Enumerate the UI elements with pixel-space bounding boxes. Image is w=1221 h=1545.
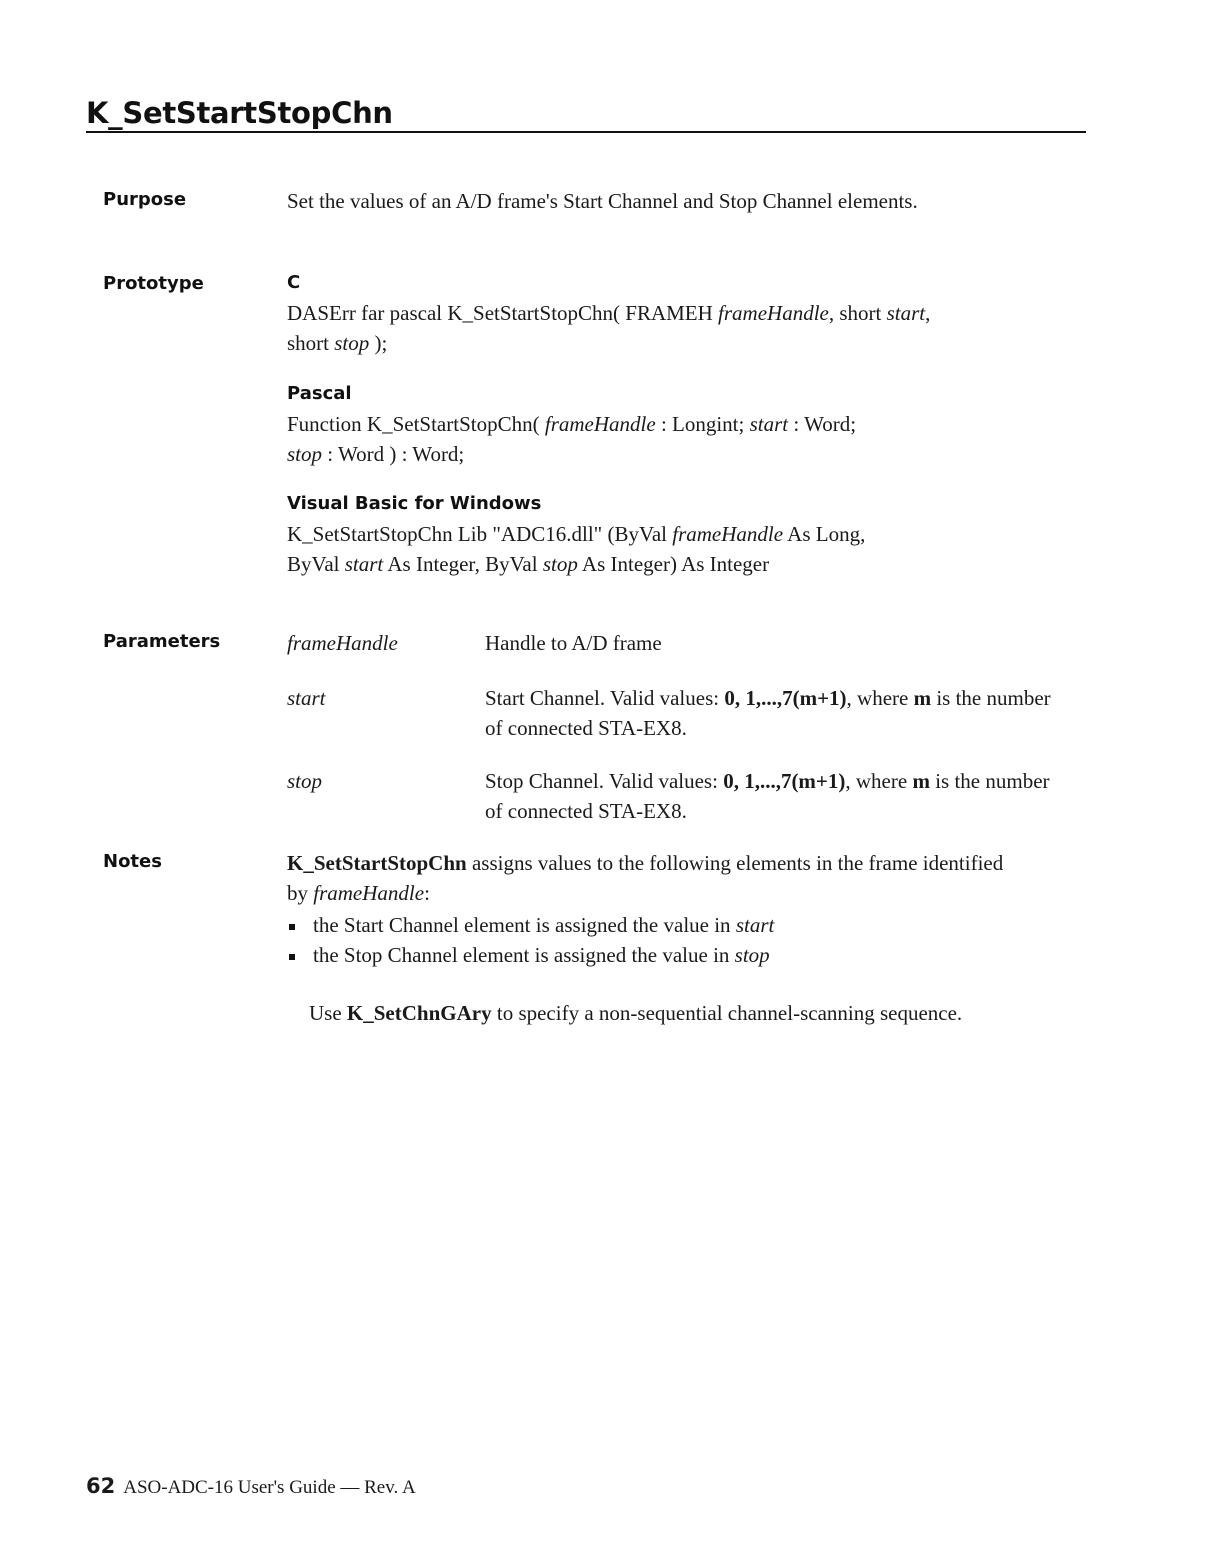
c-line-1: DASErr far pascal K_SetStartStopChn( FRAMEH frameHandle, short start, — [287, 301, 931, 325]
prototype-label: Prototype — [103, 273, 204, 294]
title-rule — [86, 131, 1086, 133]
c-heading: C — [287, 272, 301, 293]
param-name-framehandle: frameHandle — [287, 631, 398, 655]
page-title: K_SetStartStopChn — [86, 96, 393, 130]
page-footer — [86, 1474, 416, 1499]
pascal-line-2: stop : Word ) : Word; — [287, 442, 465, 466]
param-desc-stop: Stop Channel. Valid values: 0, 1,...,7(m+1), where m is the number of connected STA-EX8. — [485, 769, 1050, 823]
vb-heading: Visual Basic for Windows — [287, 493, 542, 514]
param-name-stop: stop — [287, 769, 323, 793]
list-item: the Stop Channel element is assigned the value in stop — [287, 940, 1047, 970]
param-name-start: start — [287, 686, 326, 710]
notes-paragraph-1: K_SetStartStopChn assigns values to the following elements in the frame identified by frameHandle: — [287, 851, 1004, 905]
page-number: 62 — [86, 1474, 116, 1498]
param-desc-start: Start Channel. Valid values: 0, 1,...,7(m+1), where m is the number of connected STA-EX8. — [485, 686, 1051, 740]
list-item: the Start Channel element is assigned the value in start — [287, 910, 1047, 940]
parameters-label: Parameters — [103, 631, 221, 652]
param-desc-framehandle: Handle to A/D frame — [485, 631, 662, 655]
vb-line-1: K_SetStartStopChn Lib "ADC16.dll" (ByVal frameHandle As Long, — [287, 522, 866, 546]
c-prototype — [287, 268, 1047, 358]
pascal-heading: Pascal — [287, 383, 352, 404]
vb-prototype — [287, 489, 1047, 579]
pascal-prototype — [287, 379, 1047, 469]
footer-text: ASO-ADC-16 User's Guide — Rev. A — [123, 1477, 416, 1498]
vb-line-2: ByVal start As Integer, ByVal stop As Integer) As Integer — [287, 552, 770, 576]
see-also-function: K_SetChnGAry — [346, 1001, 492, 1025]
purpose-text: Set the values of an A/D frame's Start Channel and Stop Channel elements. — [287, 189, 918, 213]
notes-bullets — [287, 910, 1047, 970]
function-name: K_SetStartStopChn — [287, 851, 467, 875]
notes-paragraph-2: Use K_SetChnGAry to specify a non-sequential channel-scanning sequence. — [309, 1001, 963, 1025]
notes-label: Notes — [103, 851, 162, 872]
pascal-line-1: Function K_SetStartStopChn( frameHandle : Longint; start : Word; — [287, 412, 857, 436]
c-line-2: short stop ); — [287, 331, 388, 355]
purpose-label: Purpose — [103, 189, 187, 210]
